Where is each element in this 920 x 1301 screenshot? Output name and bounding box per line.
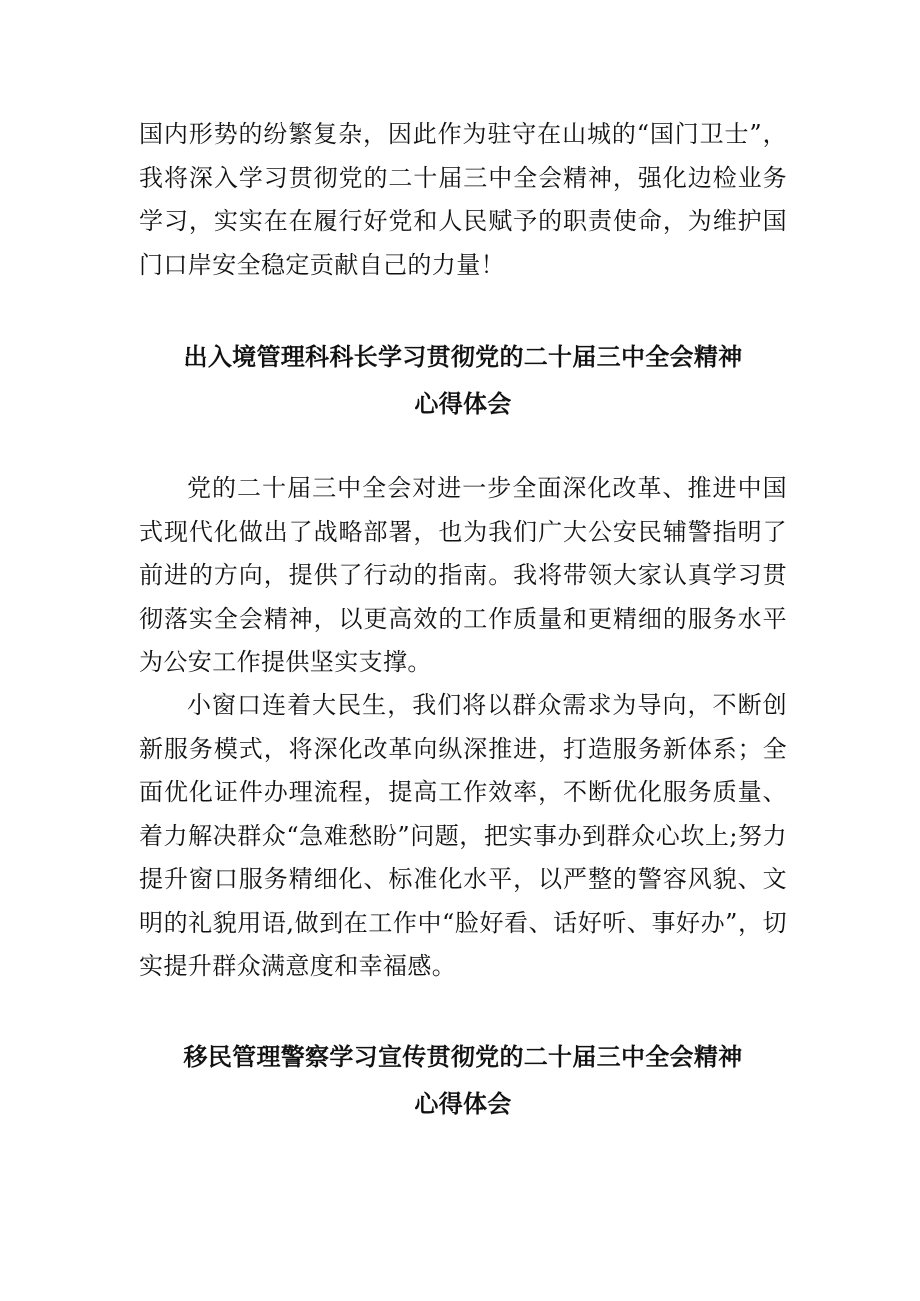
section-title-1-line2: 心得体会 xyxy=(414,389,512,418)
section-title-2 xyxy=(139,1033,787,1127)
section-title-1-line1: 出入境管理科科长学习贯彻党的二十届三中全会精神 xyxy=(183,342,743,371)
section-title-1 xyxy=(139,333,787,427)
intro-paragraph: 国内形势的纷繁复杂，因此作为驻守在山城的“国门卫士”，我将深入学习贯彻党的二十届三中全会精神，强化边检业务学习，实实在在履行好党和人民赋予的职责使命，为维护国门口岸安全稳定贡献自己的力量！ xyxy=(139,120,787,279)
section1-paragraph-2: 小窗口连着大民生，我们将以群众需求为导向，不断创新服务模式，将深化改革向纵深推进，打造服务新体系；全面优化证件办理流程，提高工作效率，不断优化服务质量、着力解决群众“急难愁盼”问题，把实事办到群众心坎上;努力提升窗口服务精细化、标准化水平，以严整的警容风貌、文明的礼貌用语,做到在工作中“脸好看、话好听、事好办”，切实提升群众满意度和幸福感。 xyxy=(139,691,787,980)
section-title-2-line1: 移民管理警察学习宣传贯彻党的二十届三中全会精神 xyxy=(183,1042,743,1071)
section-title-2-line2: 心得体会 xyxy=(414,1089,512,1118)
section1-paragraph-1: 党的二十届三中全会对进一步全面深化改革、推进中国式现代化做出了战略部署，也为我们广大公安民辅警指明了前进的方向，提供了行动的指南。我将带领大家认真学习贯彻落实全会精神，以更高效的工作质量和更精细的服务水平为公安工作提供坚实支撑。 xyxy=(139,474,787,676)
